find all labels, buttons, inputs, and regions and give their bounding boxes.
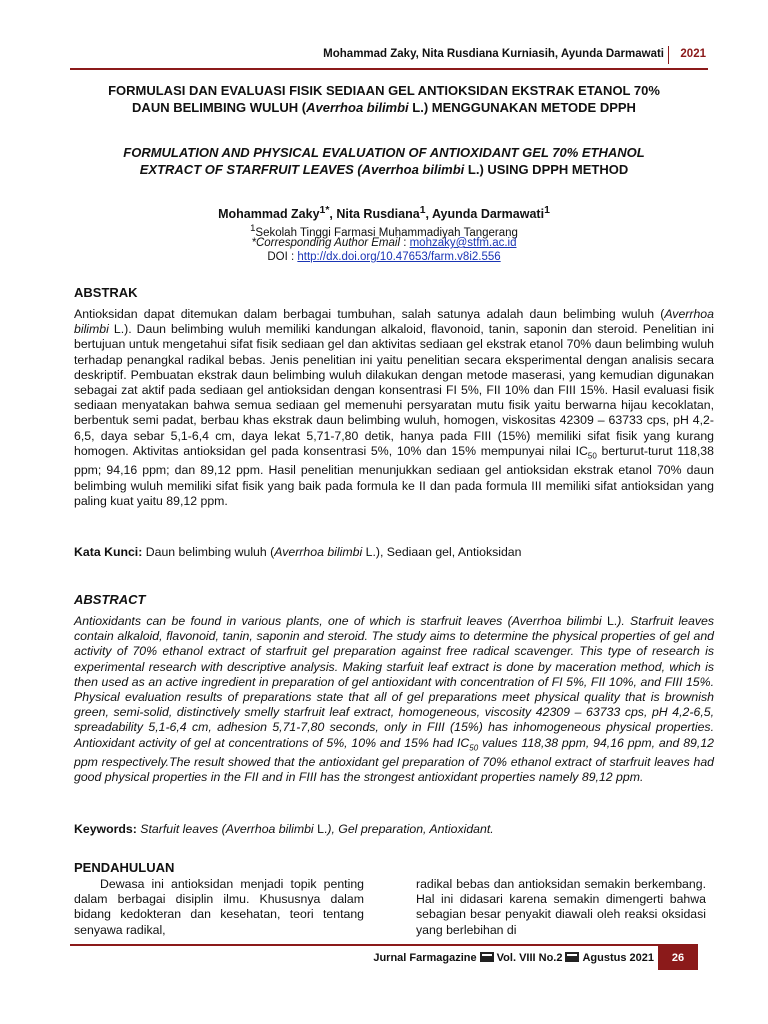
header-year: 2021 (680, 48, 706, 60)
doi-line: DOI : http://dx.doi.org/10.47653/farm.v8i2.556 (267, 251, 501, 263)
abstract-heading: ABSTRACT (74, 592, 146, 607)
running-footer (70, 944, 698, 974)
affiliation: $^1$Sekolah Tinggi Farmasi Muhammadiyah Tangerang (250, 223, 518, 239)
author-1: Mohammad Zaky (218, 207, 320, 222)
intro-column-right: radikal bebas dan antioksidan semakin berkembang. Hal ini didasari karena semakin dimengerti bahwa sebagian besar penyakit diawali oleh reaksi oksidasi yang berlebihan di (416, 877, 706, 937)
title-en-line2: EXTRACT OF STARFRUIT LEAVES (Averrhoa bilimbi L.) USING DPPH METHOD (139, 162, 629, 177)
author-3: Ayunda Darmawati (431, 207, 545, 222)
author-list: Mohammad Zaky$^{1*}$, Nita Rusdiana$^1$, Ayunda Darmawati$^1$ (218, 205, 550, 222)
email-link[interactable]: mohzaky@stfm.ac.id (409, 237, 517, 249)
footer-journal-info (373, 952, 654, 964)
header-authors: Mohammad Zaky, Nita Rusdiana Kurniasih, Ayunda Darmawati (323, 48, 664, 60)
author-2: Nita Rusdiana (336, 207, 420, 222)
corresponding-email: *Corresponding Author Email : mohzaky@stfm.ac.id (251, 237, 517, 249)
title-id-line2: DAUN BELIMBING WULUH (Averrhoa bilimbi L.) MENGGUNAKAN METODE DPPH (132, 100, 636, 115)
document-icon (480, 952, 494, 962)
header-divider (668, 46, 669, 64)
header-rule (70, 68, 708, 70)
doi-link[interactable]: http://dx.doi.org/10.47653/farm.v8i2.556 (297, 251, 501, 263)
footer-rule (70, 944, 698, 946)
kata-kunci: Kata Kunci: Daun belimbing wuluh (Averrhoa bilimbi L.), Sediaan gel, Antioksidan (74, 545, 522, 559)
footer-date: Agustus 2021 (582, 952, 654, 964)
abstract-body: Antioxidants can be found in various plants, one of which is starfruit leaves (Averrhoa bilimbi L.). Starfruit leaves contain alkaloid, flavonoid, tanin, saponin and steroid. The study aims to determine the physical properties of gel and activity of 70% ethanol extract of starfruit gel preparation against free radical scavenger. This type of research is experimental research with descriptive analysis. Making starfuit leaf extract is done by maceration method, which is then used as an active ingredient in preparation of gel antioxidant with concentration of FI 5%, FII 10%, and FIII 15%. Physical evaluation results of preparations state that all of gel preparations meet physical quality that is brownish green, semi-solid, distinctively smelly starfruit leaf extract, homogeneous, viscosity 42309 – 63733 cps, pH 4,2-6,5, spreadability 5,1-6,4 cm, adhesion 5,71-7,80 seconds, only in FIII (15%) has inhomogeneous physical properties. Antioxidant activity of gel at concentrations of 5%, 10% and 15% had $IC_{50}$ values 118,38 ppm, 94,16 ppm, and 89,12 ppm respectively.The result showed that the antioxidant gel preparation of 70% ethanol extract of starfruit leaves had good physical properties in the FII and in FIII has the strongest antioxidant properties namely 89,12 ppm. (74, 614, 714, 785)
title-en-line1: FORMULATION AND PHYSICAL EVALUATION OF ANTIOXIDANT GEL 70% ETHANOL (123, 145, 645, 160)
abstrak-body: Antioksidan dapat ditemukan dalam berbagai tumbuhan, salah satunya adalah daun belimbing wuluh (Averrhoa bilimbi L.). Daun belimbing wuluh memiliki kandungan alkaloid, flavonoid, tanin, saponin dan steroid. Penelitian ini bertujuan untuk mengetahui sifat fisik sediaan gel dan aktivitas sediaan gel ekstrak etanol 70% daun belimbing wuluh terhadap penangkal radikal bebas. Jenis penelitian ini yaitu penelitian secara eksperimental dengan analisis secara deskriptif. Pembuatan ekstrak daun belimbing wuluh dilakukan dengan metode maserasi, yang kemudian digunakan sebagai zat aktif pada sediaan gel antioksidan dengan konsentrasi FI 5%, FII 10% dan FIII 15%. Hasil evaluasi fisik sediaan menyatakan bahwa semua sediaan gel memenuhi persyaratan mutu fisik yaitu berwarna hijau kecoklatan, berbentuk semi padat, berbau khas ekstrak daun belimbing wuluh, homogen, viskositas 42309 – 63733 cps, pH 4,2-6,5, daya sebar 5,1-6,4 cm, daya lekat 5,71-7,80 detik, hanya pada FIII (15%) memiliki sifat fisik yang kurang homogen. Aktivitas antioksidan gel pada konsentrasi 5%, 10% dan 15% mempunyai nilai $IC_{50}$ berturut-turut 118,38 ppm; 94,16 ppm; dan 89,12 ppm. Hasil penelitian menunjukkan sediaan gel antioksidan ekstrak etanol 70% daun belimbing wuluh memiliki sifat fisik yang baik pada formula ke II dan pada formula III memiliki sifat antioksidan yang paling kuat yaitu 89,12 ppm. (74, 307, 714, 508)
footer-journal: Jurnal Farmagazine (373, 952, 477, 964)
title-en-species: Averrhoa bilimbi (361, 162, 465, 177)
page-number: 26 (658, 946, 698, 970)
title-id-species: Averrhoa bilimbi (306, 100, 409, 115)
title-indonesian (70, 82, 698, 116)
title-id-line1: FORMULASI DAN EVALUASI FISIK SEDIAAN GEL ANTIOKSIDAN EKSTRAK ETANOL 70% (108, 83, 660, 98)
abstrak-heading: ABSTRAK (74, 285, 138, 300)
footer-volume: Vol. VIII No.2 (496, 952, 563, 964)
keywords: Keywords: Starfuit leaves (Averrhoa bilimbi L.), Gel preparation, Antioxidant. (74, 822, 494, 836)
intro-column-left: Dewasa ini antioksidan menjadi topik penting dalam berbagai disiplin ilmu. Khususnya dalam bidang kedokteran dan kesehatan, teori tentang senyawa radikal, (74, 877, 364, 937)
running-header (0, 44, 768, 70)
title-english (70, 144, 698, 178)
pendahuluan-heading: PENDAHULUAN (74, 860, 175, 875)
document-icon (565, 952, 579, 962)
